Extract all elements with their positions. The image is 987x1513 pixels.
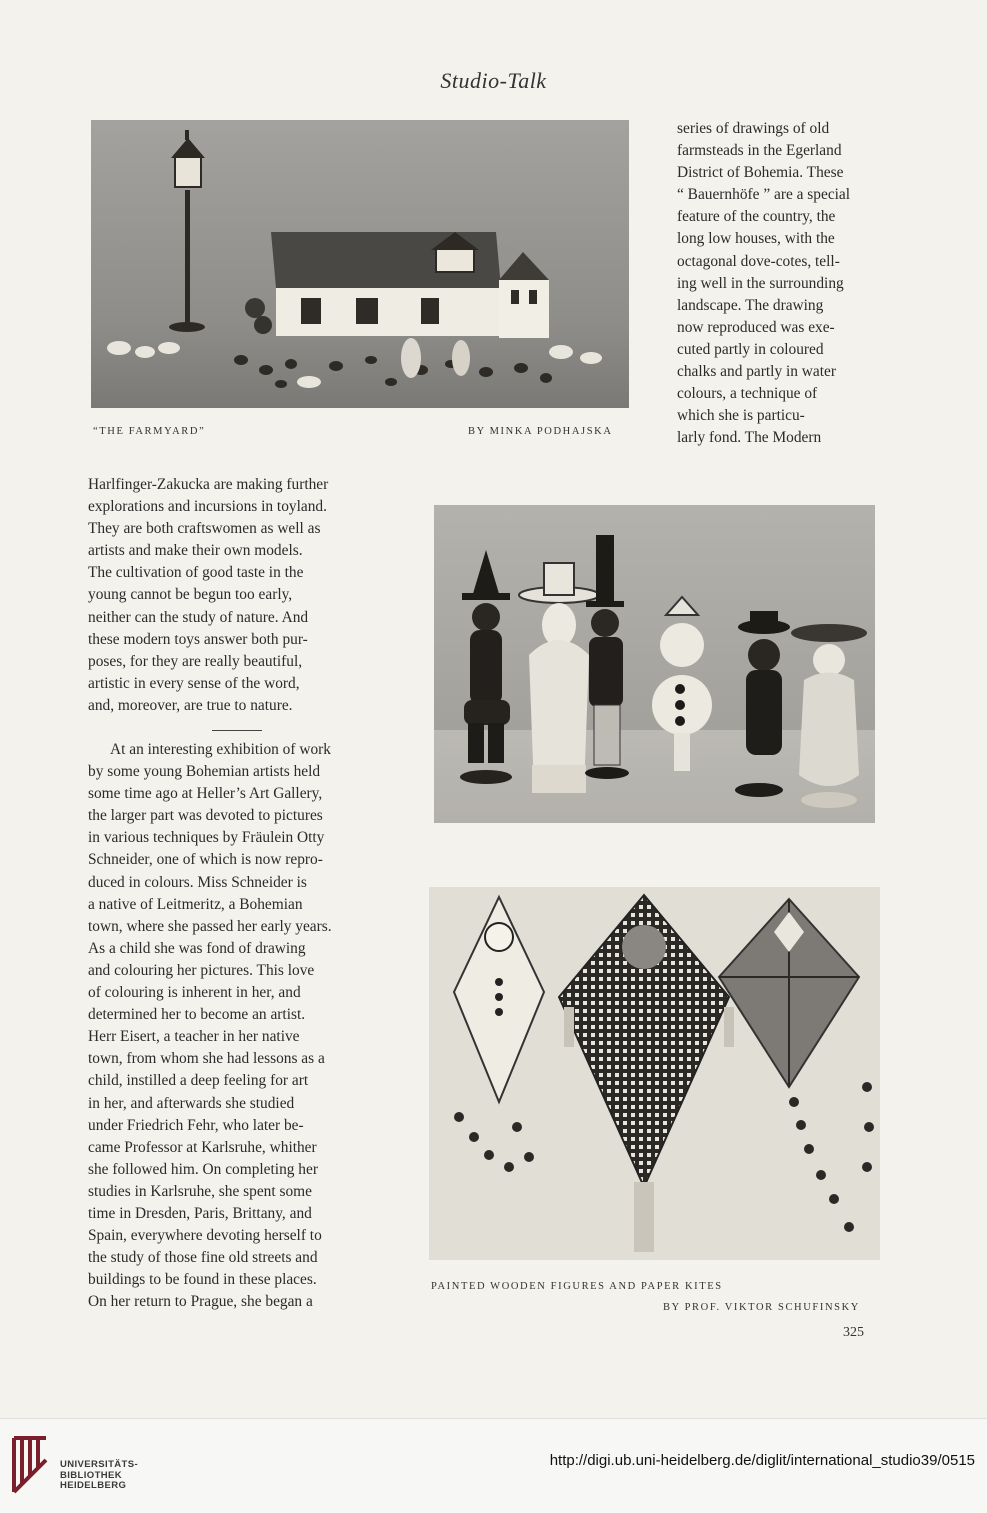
text-line: colours, a technique of [677,385,818,403]
text-line: now reproduced was exe- [677,318,835,336]
text-line: came Professor at Karlsruhe, whither [88,1138,317,1156]
text-line: District of Bohemia. These [677,164,844,182]
text-line: and colouring her pictures. This love [88,961,315,979]
text-line: farmsteads in the Egerland [677,142,842,160]
farmyard-caption-credit: BY MINKA PODHAJSKA [468,426,613,437]
text-line: town, where she passed her early years. [88,917,332,935]
text-line: determined her to become an artist. [88,1006,306,1024]
running-title: Studio-Talk [440,68,547,93]
library-name [60,1460,138,1492]
text-line: under Friedrich Fehr, who later be- [88,1116,304,1134]
wooden-figures-photo [434,505,875,823]
text-line: artistic in every sense of the word, [88,674,300,692]
text-line: young cannot be begun too early, [88,586,293,604]
text-line: landscape. The drawing [677,296,824,314]
kites-caption-credit: BY PROF. VIKTOR SCHUFINSKY [663,1302,860,1313]
text-line: cuted partly in coloured [677,340,824,358]
text-line: in various techniques by Fräulein Otty [88,829,325,847]
source-url-link[interactable]: http://digi.ub.uni-heidelberg.de/diglit/international_studio39/0515 [549,1452,975,1469]
text-line: series of drawings of old [677,120,830,137]
page-number: 325 [843,1325,864,1340]
text-line: these modern toys answer both pur- [88,630,308,648]
text-line: larly fond. The Modern [677,429,822,447]
farmyard-photo [91,120,629,408]
text-line: On her return to Prague, she began a [88,1293,313,1311]
text-line: duced in colours. Miss Schneider is [88,873,307,891]
text-line: town, from whom she had lessons as a [88,1050,325,1068]
text-line: ing well in the surrounding [677,274,844,292]
text-line: the larger part was devoted to pictures [88,807,323,825]
section-divider [212,730,262,731]
text-line: Herr Eisert, a teacher in her native [88,1028,300,1046]
text-line: feature of the country, the [677,208,836,226]
text-line: and, moreover, are true to nature. [88,696,293,714]
paragraph-2 [88,739,386,1313]
text-line: poses, for they are really beautiful, [88,652,303,670]
text-line: studies in Karlsruhe, she spent some [88,1182,312,1200]
text-line: she followed him. On completing her [88,1160,318,1178]
text-line: explorations and incursions in toyland. [88,498,327,516]
text-line: Schneider, one of which is now repro- [88,851,323,869]
text-line: long low houses, with the [677,230,835,248]
text-line: of colouring is inherent in her, and [88,984,301,1002]
left-column [88,474,386,717]
text-line: They are both craftswomen as well as [88,520,321,538]
library-name-line: BIBLIOTHEK [60,1469,123,1481]
text-line: Harlfinger-Zakucka are making further [88,476,329,493]
text-line: by some young Bohemian artists held [88,763,321,781]
farmyard-caption-title: “THE FARMYARD” [93,426,206,437]
text-line: the study of those fine old streets and [88,1249,318,1267]
text-line: neither can the study of nature. And [88,608,309,626]
text-line: buildings to be found in these places. [88,1271,317,1289]
paragraph-1 [88,474,386,717]
text-line: At an interesting exhibition of work [110,741,331,758]
text-line: some time ago at Heller’s Art Gallery, [88,785,323,803]
left-column-continued [88,739,386,1313]
text-line: child, instilled a deep feeling for art [88,1072,309,1090]
text-line: octagonal dove-cotes, tell- [677,252,840,270]
text-line: The cultivation of good taste in the [88,564,304,582]
library-name-line: HEIDELBERG [60,1480,127,1491]
kites-caption-title: PAINTED WOODEN FIGURES AND PAPER KITES [431,1281,723,1292]
text-line: artists and make their own models. [88,542,303,560]
text-line: a native of Leitmeritz, a Bohemian [88,895,303,913]
text-line: which she is particu- [677,407,805,425]
paper-kites-photo [429,887,880,1260]
text-line: chalks and partly in water [677,363,836,381]
text-line: in her, and afterwards she studied [88,1094,295,1112]
text-line: time in Dresden, Paris, Brittany, and [88,1204,312,1222]
text-line: “ Bauernhöfe ” are a special [677,186,851,204]
library-name-line: UNIVERSITÄTS- [60,1459,139,1470]
text-line: As a child she was fond of drawing [88,939,306,957]
library-logo-icon [8,1432,52,1498]
right-top-column [677,118,886,449]
text-line: Spain, everywhere devoting herself to [88,1227,322,1245]
